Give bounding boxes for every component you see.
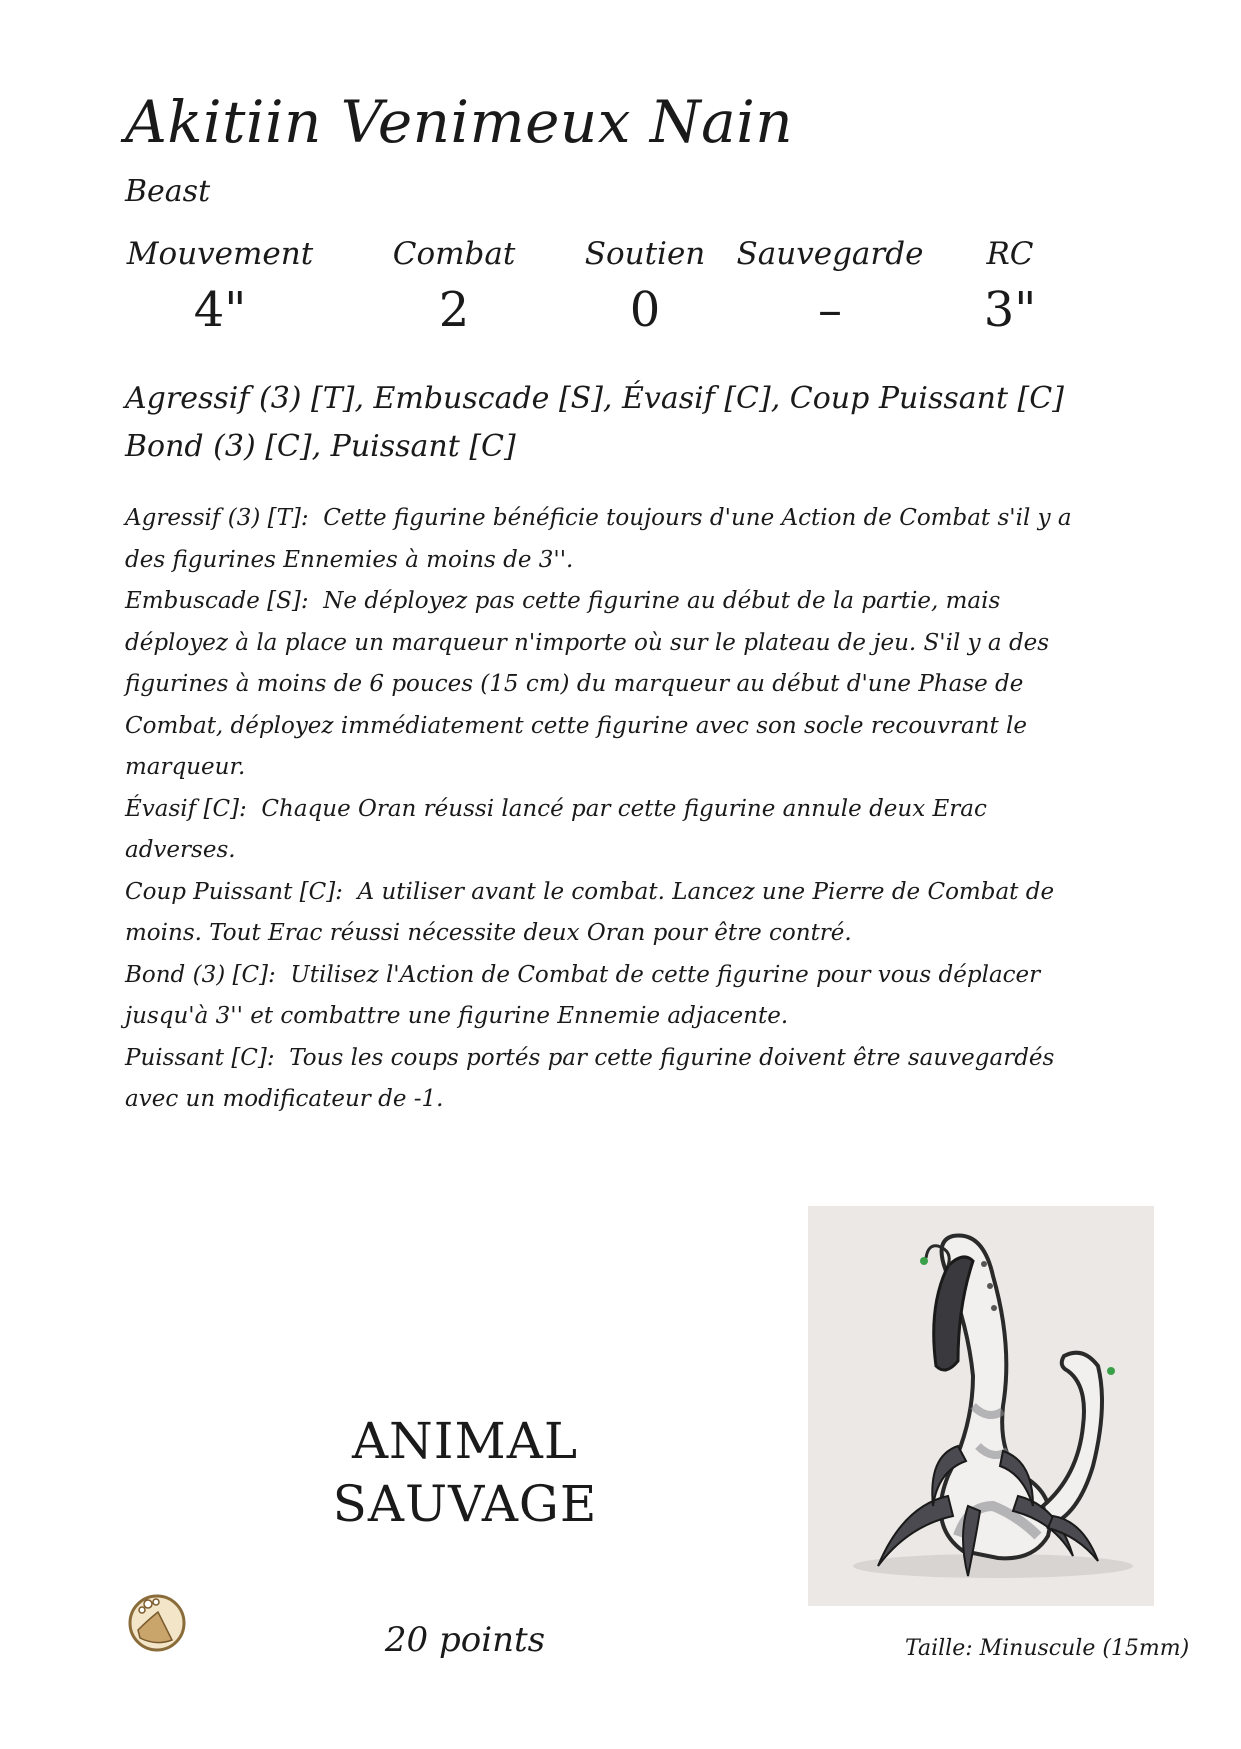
stat-label: Soutien — [584, 236, 706, 272]
rule-text: Cette figurine bénéficie toujours d'une Action de Combat s'il y a des figurines Ennemies à moins de 3''. — [125, 505, 1072, 573]
stat-label: Mouvement — [126, 236, 314, 272]
keyword-line: Agressif (3) [T], Embuscade [S], Évasif [C], Coup Puissant [C] — [125, 381, 1064, 416]
keyword-list — [125, 375, 1064, 471]
keyword-line: Bond (3) [C], Puissant [C] — [125, 429, 516, 464]
rule-name: Coup Puissant [C]: — [125, 878, 343, 905]
rule-evasif — [125, 789, 1085, 872]
rule-bond — [125, 955, 1085, 1038]
stat-label: RC — [986, 236, 1034, 272]
rule-name: Évasif [C]: — [125, 795, 247, 822]
rule-name: Bond (3) [C]: — [125, 961, 276, 988]
rule-text: Tous les coups portés par cette figurine doivent être sauvegardés avec un modificateur de -1. — [125, 1044, 1055, 1112]
stat-rc — [910, 236, 1110, 338]
creature-illustration — [808, 1206, 1154, 1606]
rule-embuscade — [125, 581, 1085, 789]
rule-coup-puissant — [125, 872, 1085, 955]
stat-label: Sauvegarde — [736, 236, 924, 272]
rule-name: Agressif (3) [T]: — [125, 505, 309, 531]
category-label — [300, 1410, 630, 1536]
stat-label: Combat — [392, 236, 516, 272]
stat-combat — [354, 236, 554, 338]
rule-name: Embuscade [S]: — [125, 588, 309, 614]
rule-agressif — [125, 498, 1085, 581]
size-label: Taille: Minuscule (15mm) — [905, 1636, 1190, 1661]
stat-mouvement — [120, 236, 320, 338]
card-title: Akitiin Venimeux Nain — [125, 88, 794, 156]
stat-value: – — [818, 282, 842, 338]
faction-logo-icon — [126, 1590, 188, 1652]
stats-row — [120, 236, 1110, 356]
creature-type: Beast — [125, 174, 211, 209]
rule-name: Puissant [C]: — [125, 1044, 275, 1071]
category-line: SAUVAGE — [332, 1475, 598, 1533]
rule-text: Chaque Oran réussi lancé par cette figurine annule deux Erac adverses. — [125, 795, 987, 863]
stat-value: 2 — [438, 282, 470, 338]
rule-text: Ne déployez pas cette figurine au début de la partie, mais déployez à la place un marqueur n'importe où sur le plateau de jeu. S'il y a des figurines à moins de 6 pouces (15 cm) du marqueur au début d'une Phase de Combat, déployez immédiatement cette figurine avec son socle recouvrant le marqueur. — [125, 588, 1050, 780]
stat-soutien — [545, 236, 745, 338]
rules-text — [125, 498, 1085, 1121]
rule-text: Utilisez l'Action de Combat de cette figurine pour vous déplacer jusqu'à 3'' et combattre une figurine Ennemie adjacente. — [125, 961, 1041, 1029]
stat-value: 4" — [193, 282, 247, 338]
worm-creature-icon — [808, 1206, 1154, 1606]
rule-text: A utiliser avant le combat. Lancez une Pierre de Combat de moins. Tout Erac réussi nécessite deux Oran pour être contré. — [125, 878, 1055, 946]
stat-sauvegarde — [730, 236, 930, 338]
category-line: ANIMAL — [351, 1412, 579, 1470]
rule-puissant — [125, 1038, 1085, 1121]
points-value: 20 points — [384, 1620, 546, 1660]
stat-value: 3" — [983, 282, 1037, 338]
stat-value: 0 — [629, 282, 661, 338]
